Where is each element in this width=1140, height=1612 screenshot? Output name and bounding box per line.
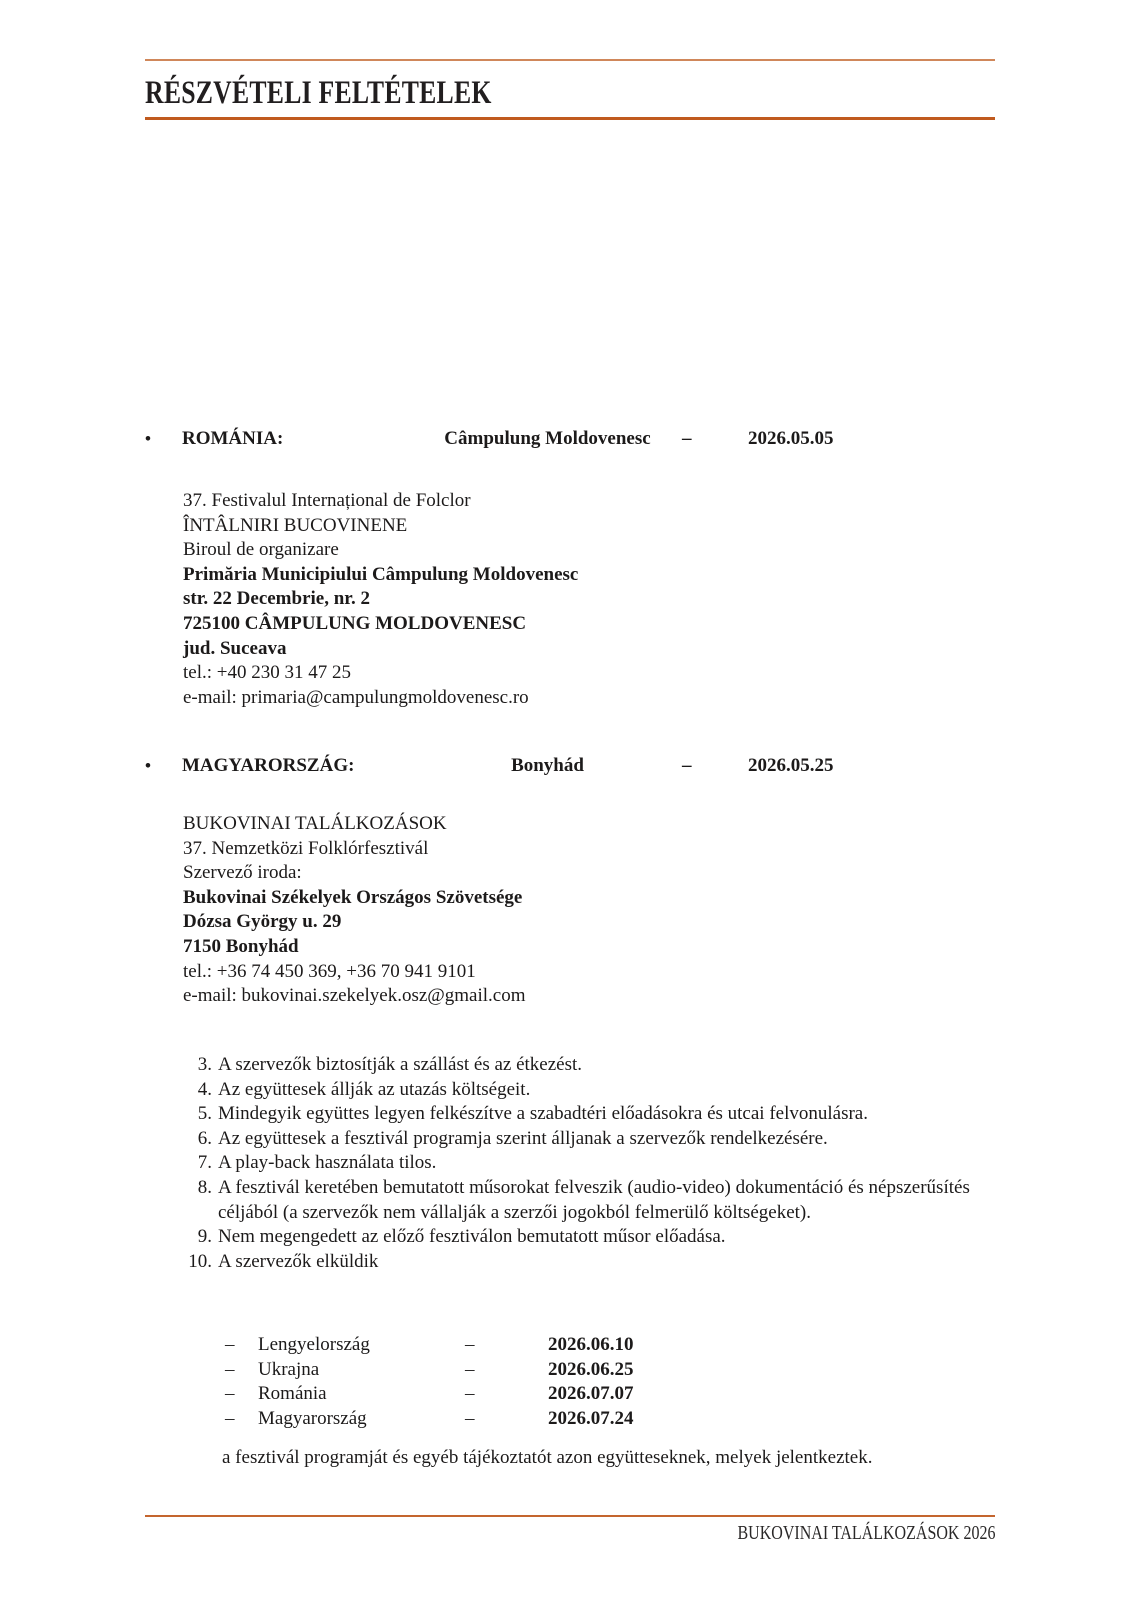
deadline-date: 2026.06.10 — [548, 1334, 634, 1355]
rule-text: Nem megengedett az előző fesztiválon bemutatott műsor előadása. — [218, 1226, 726, 1248]
rule-number: 6. — [197, 1127, 212, 1149]
city-label: Câmpulung Moldovenesc — [444, 428, 651, 449]
header-rule-top — [145, 59, 995, 61]
address-line: Dózsa György u. 29 — [183, 911, 342, 933]
address-line: jud. Suceava — [183, 637, 287, 659]
deadline-row — [225, 1358, 1075, 1383]
deadline-list — [145, 1333, 1075, 1432]
footer-rule — [145, 1515, 995, 1517]
footer — [145, 1522, 995, 1545]
deadline-date: 2026.07.07 — [548, 1383, 634, 1405]
rule-number: 4. — [197, 1078, 212, 1100]
address-line: Bukovinai Székelyek Országos Szövetsége — [183, 886, 523, 908]
address-line: Biroul de organizare — [183, 539, 339, 561]
address-line: 37. Nemzetközi Folklórfesztivál — [183, 837, 429, 859]
rule-item — [145, 1102, 995, 1127]
address-line: ÎNTÂLNIRI BUCOVINENE — [183, 514, 408, 536]
address-line: Szervező iroda: — [183, 862, 302, 884]
rule-item — [145, 1053, 995, 1078]
country-label: MAGYARORSZÁG: — [182, 755, 355, 776]
page-title: RÉSZVÉTELI FELTÉTELEK — [145, 75, 492, 111]
header-rule-bottom — [145, 117, 995, 120]
rule-number: 8. — [197, 1176, 212, 1198]
deadline-country: Románia — [258, 1383, 327, 1405]
rule-text: A szervezők elküldik — [218, 1250, 379, 1272]
address-line: 37. Festivalul Internațional de Folclor — [183, 490, 471, 511]
rule-item — [145, 1176, 995, 1225]
rule-item — [145, 1250, 995, 1275]
dash-separator: – — [465, 1334, 475, 1355]
date-label: 2026.05.05 — [748, 428, 834, 449]
deadline-row — [225, 1382, 1075, 1407]
deadline-country: Magyarország — [258, 1408, 367, 1430]
address-line: 7150 Bonyhád — [183, 935, 299, 957]
email-line: e-mail: bukovinai.szekelyek.osz@gmail.com — [183, 985, 526, 1007]
rule-text: A fesztivál keretében bemutatott műsorokat felveszik (audio-video) dokumentáció és népszerűsítés céljából (a szervezők nem vállalják a szerzői jogokból felmerülő költségeket). — [218, 1176, 970, 1223]
rule-number: 10. — [188, 1250, 212, 1272]
bullet-icon: • — [145, 756, 151, 775]
rule-text: A szervezők biztosítják a szállást és az étkezést. — [218, 1054, 583, 1075]
address-block-hungary — [145, 812, 1033, 1009]
closing-paragraph: a fesztivál programját és egyéb tájékoztatót azon együtteseknek, melyek jelentkeztek. — [222, 1447, 873, 1468]
rule-text: Az együttesek állják az utazás költségeit. — [218, 1078, 531, 1100]
dash-separator: – — [465, 1358, 475, 1380]
rule-number: 3. — [197, 1054, 212, 1075]
rule-item — [145, 1225, 995, 1250]
deadline-date: 2026.07.24 — [548, 1408, 634, 1430]
header — [145, 75, 995, 112]
dash-separator: – — [465, 1408, 475, 1430]
rule-item — [145, 1127, 995, 1152]
section-heading-hungary — [145, 755, 995, 777]
bullet-icon: • — [145, 429, 151, 448]
dash-separator: – — [682, 755, 692, 776]
email-line: e-mail: primaria@campulungmoldovenesc.ro — [183, 686, 529, 708]
date-label: 2026.05.25 — [748, 755, 834, 776]
address-block-romania — [145, 489, 1033, 710]
deadline-country: Ukrajna — [258, 1358, 320, 1380]
rule-number: 9. — [197, 1226, 212, 1248]
address-line: 725100 CÂMPULUNG MOLDOVENESC — [183, 612, 527, 634]
rule-text: Mindegyik együttes legyen felkészítve a szabadtéri előadásokra és utcai felvonulásra. — [218, 1103, 868, 1125]
rules-list — [145, 1053, 995, 1274]
dash-marker: – — [225, 1334, 235, 1355]
rule-number: 7. — [197, 1152, 212, 1174]
country-label: ROMÁNIA: — [182, 428, 284, 449]
dash-marker: – — [225, 1383, 235, 1405]
rule-item — [145, 1078, 995, 1103]
deadline-row — [225, 1407, 1075, 1432]
address-line: str. 22 Decembrie, nr. 2 — [183, 588, 370, 610]
city-label: Bonyhád — [511, 755, 584, 776]
deadline-row — [225, 1333, 1075, 1358]
deadline-country: Lengyelország — [258, 1334, 370, 1355]
address-line: BUKOVINAI TALÁLKOZÁSOK — [183, 813, 447, 834]
dash-marker: – — [225, 1358, 235, 1380]
phone-line: tel.: +40 230 31 47 25 — [183, 662, 351, 684]
footer-label: BUKOVINAI TALÁLKOZÁSOK 2026 — [737, 1522, 995, 1544]
address-line: Primăria Municipiului Câmpulung Moldovenesc — [183, 563, 579, 585]
rule-item — [145, 1151, 995, 1176]
phone-line: tel.: +36 74 450 369, +36 70 941 9101 — [183, 960, 476, 982]
dash-marker: – — [225, 1408, 235, 1430]
rule-text: Az együttesek a fesztivál programja szerint álljanak a szervezők rendelkezésére. — [218, 1127, 828, 1149]
section-heading-romania — [145, 428, 995, 450]
deadline-date: 2026.06.25 — [548, 1358, 634, 1380]
dash-separator: – — [682, 428, 692, 449]
rule-text: A play-back használata tilos. — [218, 1152, 437, 1174]
dash-separator: – — [465, 1383, 475, 1405]
rule-number: 5. — [197, 1103, 212, 1125]
